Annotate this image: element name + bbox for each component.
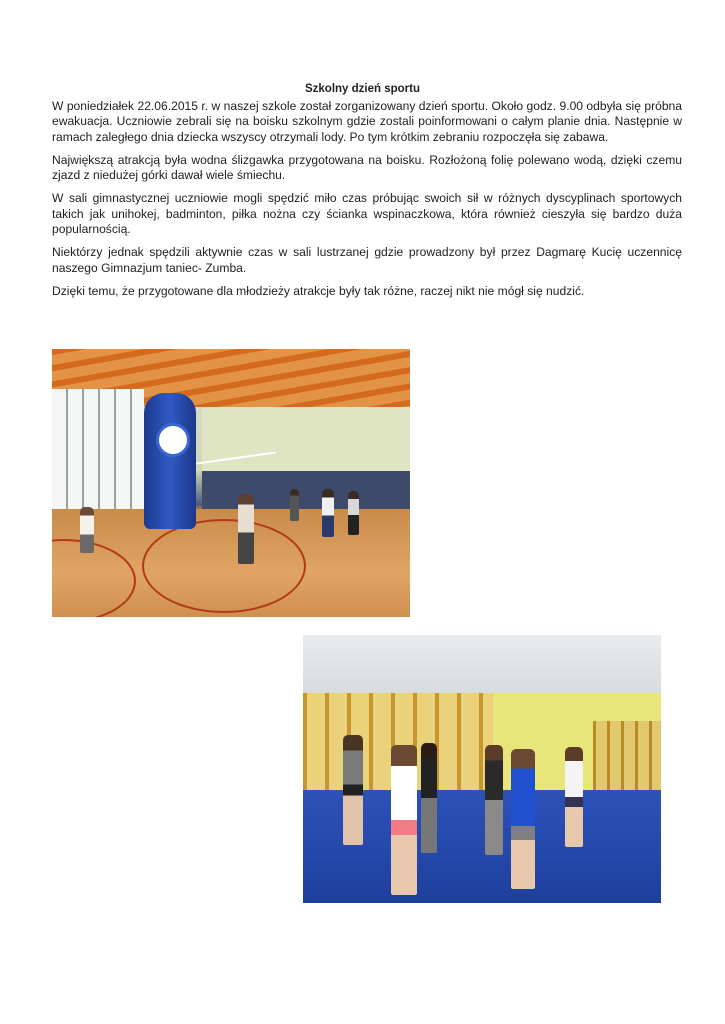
dancer (343, 735, 363, 845)
hall-wall (202, 407, 410, 472)
room-ceiling (303, 635, 661, 693)
paragraph-1: W poniedziałek 22.06.2015 r. w naszej szkole został zorganizowany dzień sportu. Około godz. 9.00 odbyła się próbna ewakuacja. Uczniowie zebrali się na boisku szkolnym gdzie zostali poinformowani o całym planie dnia. Następnie w ramach zaległego dnia dziecka wszyscy otrzymali lody. Po tym krótkim zebraniu rozpoczęła się zabawa. (52, 99, 682, 144)
paragraph-4: Niektórzy jednak spędzili aktywnie czas w sali lustrzanej gdzie prowadzony był przez Dagmarę Kucię uczennicę naszego Gimnazjum taniec- Zumba. (52, 245, 682, 275)
court-line (142, 519, 306, 613)
dancer (391, 745, 417, 895)
hall-wall-band (202, 471, 410, 509)
sports-hall-photo (52, 349, 410, 617)
dancer (565, 747, 583, 847)
dancer (485, 745, 503, 855)
tower-logo (156, 423, 190, 457)
paragraph-5: Dzięki temu, że przygotowane dla młodzieży atrakcje były tak różne, raczej nikt nie mógł się nudzić. (52, 283, 585, 298)
dancer (421, 743, 437, 853)
paragraph-2: Największą atrakcją była wodna ślizgawka przygotowana na boisku. Rozłożoną folię polewano wodą, dzięki czemu zjazd z niedużej górki dawał wiele śmiechu. (52, 152, 682, 183)
document-title: Szkolny dzień sportu (304, 83, 420, 95)
person (348, 491, 359, 535)
person (290, 489, 299, 521)
person (322, 489, 334, 537)
person (238, 494, 254, 564)
paragraph-3: W sali gimnastycznej uczniowie mogli spędzić miło czas próbując swoich sił w różnych dyscyplinach sportowych takich jak unihokej, badminton, piłka nożna czy ścianka wspinaczkowa, która również cieszyła się bardzo duża popularnością. (52, 191, 682, 237)
person (80, 507, 94, 553)
climbing-tower (144, 393, 196, 529)
dance-room-photo (303, 635, 661, 903)
dancer (511, 749, 535, 889)
article-body (52, 99, 682, 307)
